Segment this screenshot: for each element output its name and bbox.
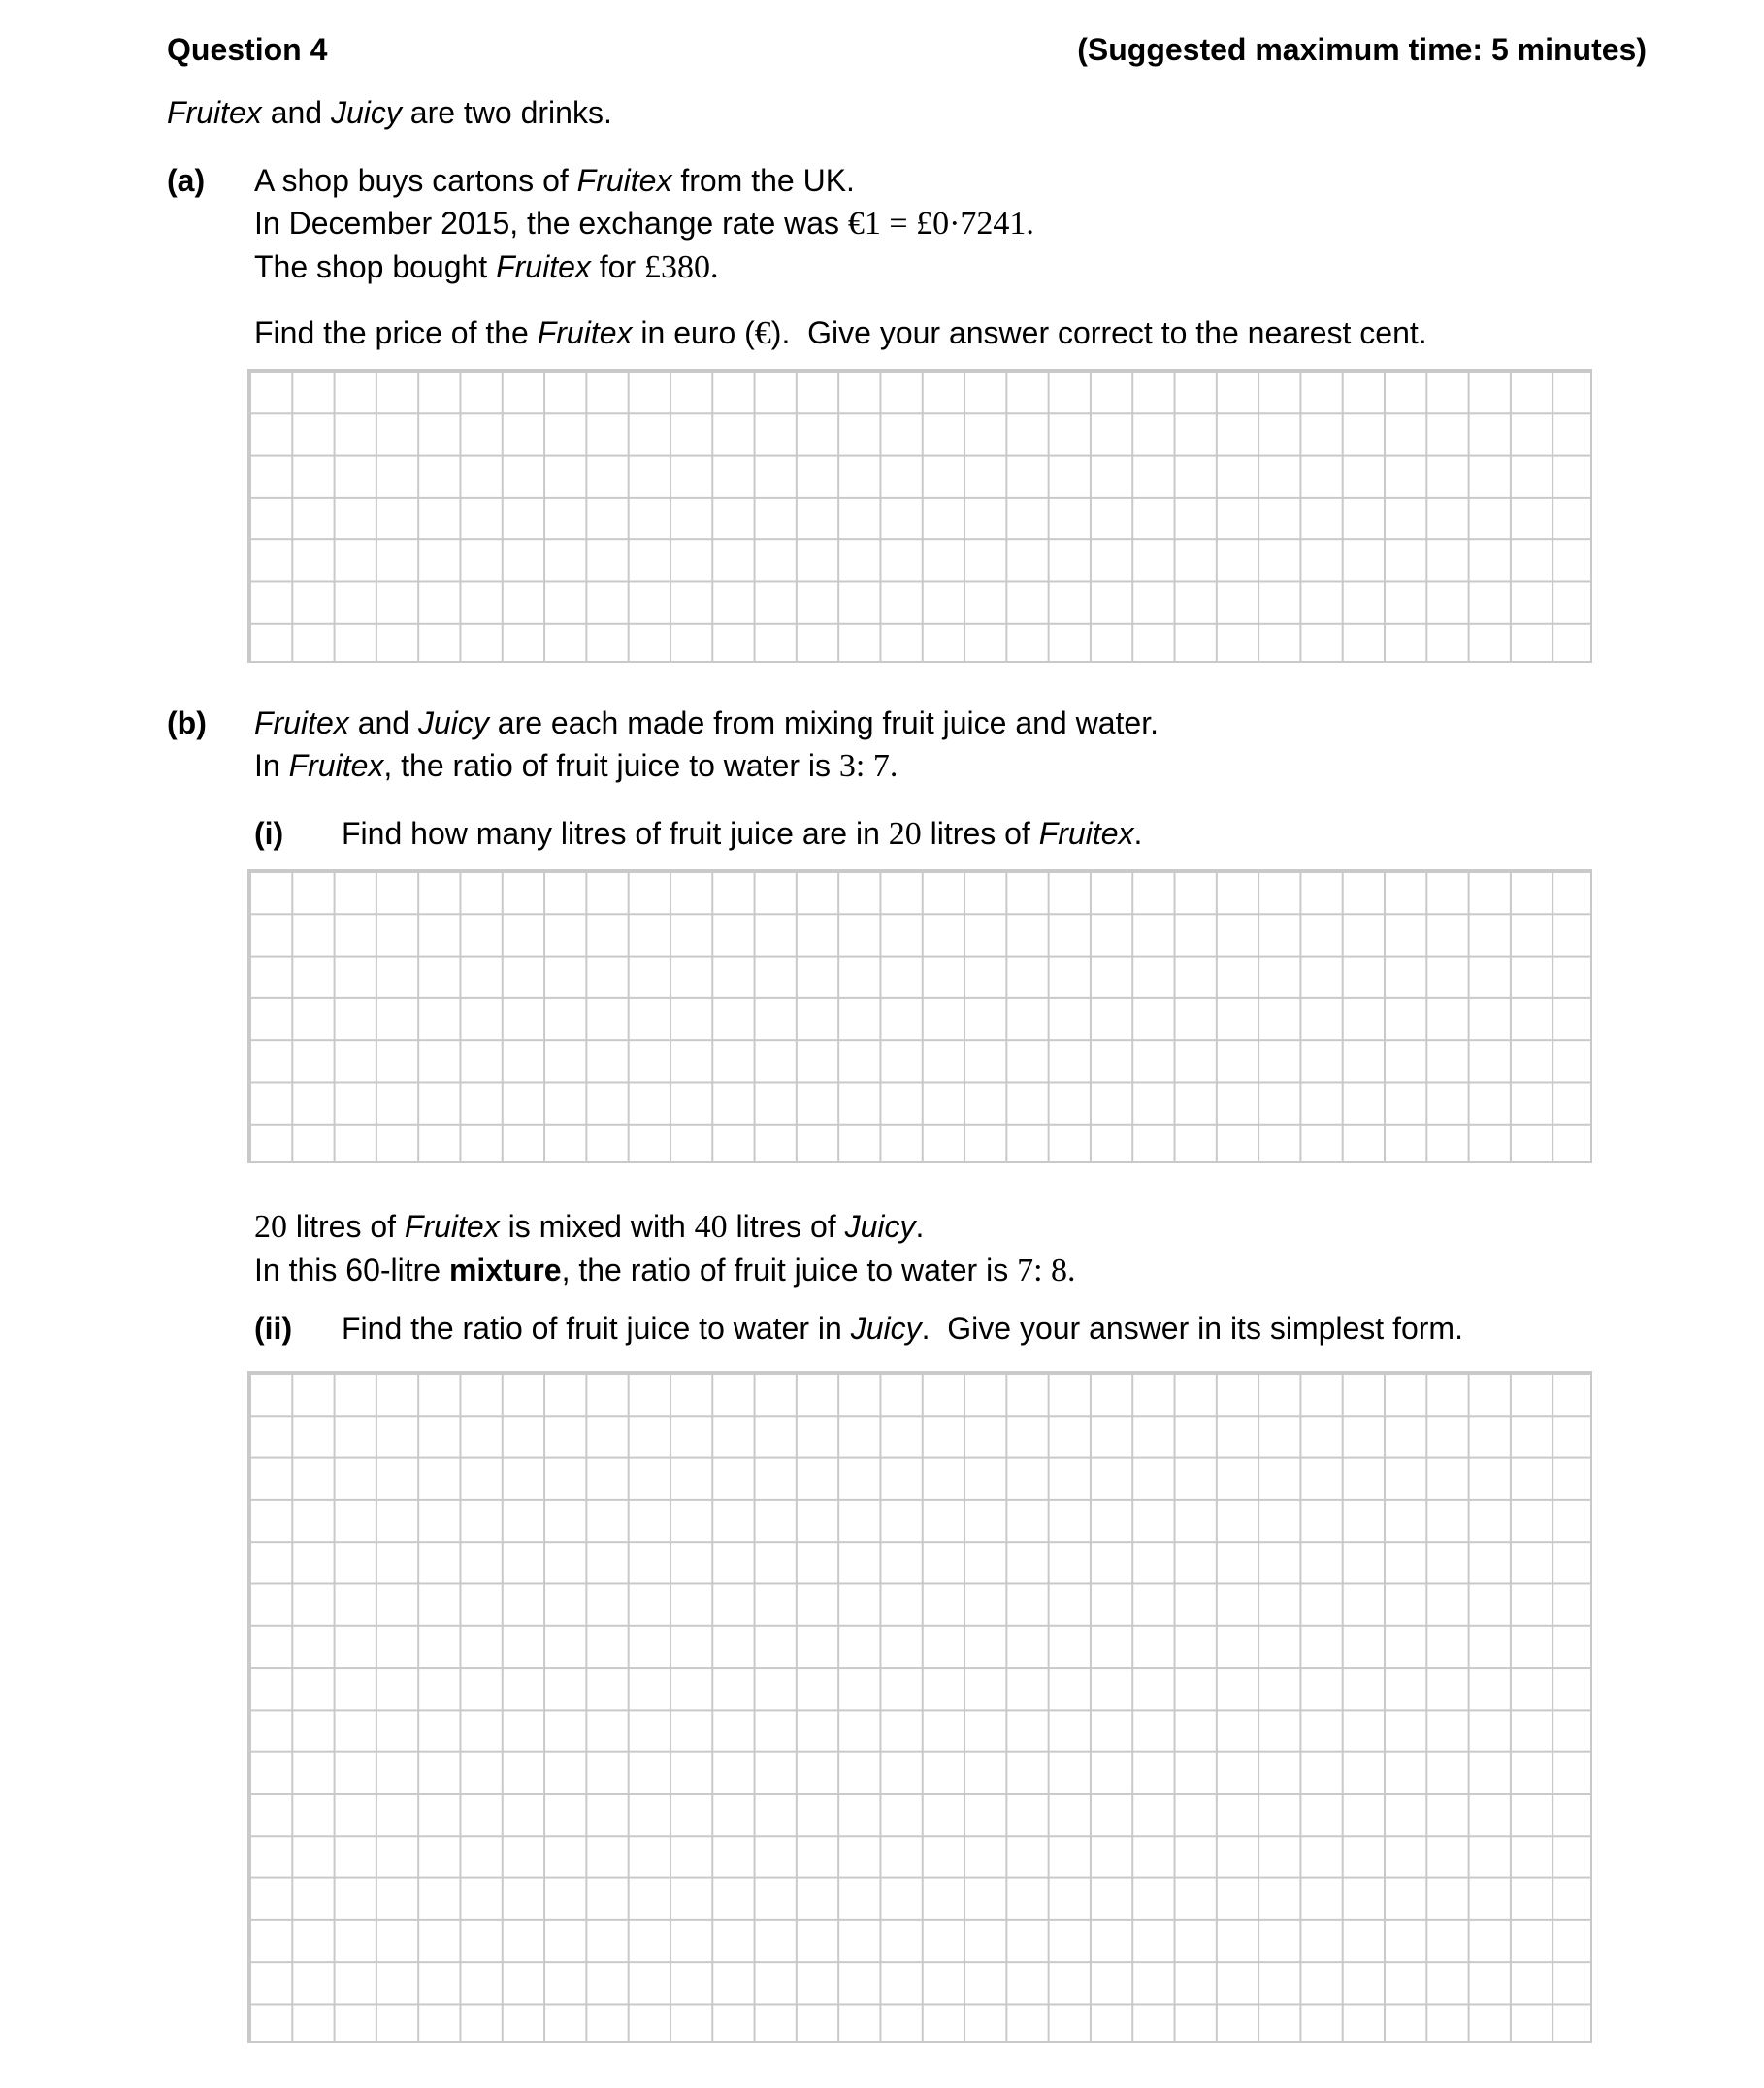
part-b-sub-ii [254,1307,1647,1350]
question-header [167,28,1647,71]
sub-i-label: (i) [254,816,284,852]
intro-line: Fruitex and Juicy are two drinks. [167,95,612,130]
time-note: (Suggested maximum time: 5 minutes) [1077,32,1647,67]
part-b-content [254,701,1647,788]
sub-i-prompt: Find how many litres of fruit juice are in 20 litres of Fruitex. [342,816,1143,853]
sub-ii-label: (ii) [254,1311,293,1347]
answer-grid-b-i[interactable] [247,869,1592,1163]
answer-grid-b-ii[interactable] [247,1371,1592,2043]
text-line: 20 litres of Fruitex is mixed with 40 litres of Juicy. [254,1209,925,1246]
text-line: The shop bought Fruitex for £380. [254,249,719,285]
part-a-content [254,159,1647,355]
mixture-statement [254,1205,1647,1292]
text-line: In Fruitex, the ratio of fruit juice to water is 3: 7. [254,748,898,785]
answer-grid-a[interactable] [247,369,1592,663]
part-b-label: (b) [167,705,207,741]
part-a-prompt: Find the price of the Fruitex in euro (€). Give your answer correct to the nearest cent. [254,315,1427,351]
text-line: In December 2015, the exchange rate was €1 = £0·7241. [254,206,1034,242]
part-b [167,701,1647,788]
part-a [167,159,1647,355]
text-line: Fruitex and Juicy are each made from mixing fruit juice and water. [254,705,1159,741]
question-title: Question 4 [167,32,328,67]
text-line: In this 60-litre mixture, the ratio of fruit juice to water is 7: 8. [254,1253,1076,1289]
sub-ii-prompt: Find the ratio of fruit juice to water in Juicy. Give your answer in its simplest form. [342,1311,1463,1347]
part-b-sub-i [254,812,1647,856]
part-a-label: (a) [167,163,206,198]
text-line: A shop buys cartons of Fruitex from the UK. [254,163,855,198]
sub-i-content [342,812,1647,856]
sub-ii-content [342,1307,1647,1350]
